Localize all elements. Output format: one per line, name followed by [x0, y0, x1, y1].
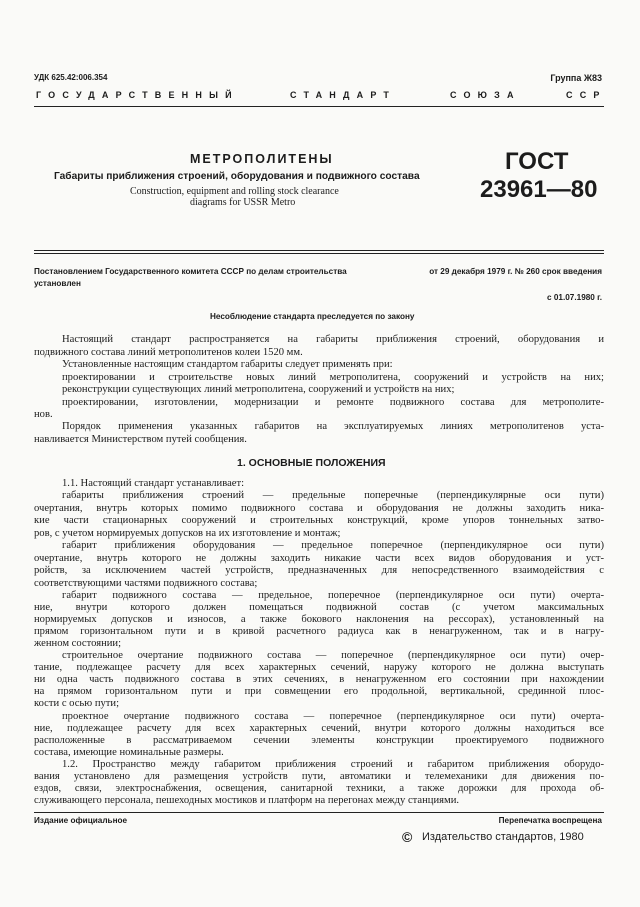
section-line: нормируемых допусков и износов, а также бокового наклонения на рессорах), установленный на [34, 614, 604, 625]
intro-line: нов. [34, 409, 53, 420]
section-line: расположенные в рассматриваемом сечении элементы конструкции проектируемого подвижного [34, 735, 604, 746]
official-edition: Издание официальное [34, 816, 128, 825]
section-line: габарит приближения оборудования — предельное поперечное (перпендикулярное оси пути) [62, 540, 604, 551]
section-line: ние, внутри которого должен помещаться подвижной состав (с учетом максимальных [34, 602, 604, 613]
document-title: МЕТРОПОЛИТЕНЫ [190, 152, 334, 166]
udc-code: УДК 625.42:006.354 [34, 73, 108, 82]
intro-line: проектировании, изготовлении, модернизации и ремонте подвижного состава для метрополите- [62, 397, 604, 408]
gost-label: ГОСТ [505, 148, 569, 175]
section-line: кости с осью пути; [34, 698, 120, 709]
section-line: ние, подлежащее расчету для всех характерных сечений, внутри которого должны находиться все [34, 723, 604, 734]
intro-line: Настоящий стандарт распространяется на габариты приближения строений, оборудования и [62, 334, 604, 345]
section-line: тание, подлежащее расчету для всех характерных сечений, наружу которого не должна выступать [34, 662, 604, 673]
section-line: на прямом горизонтальном пути и при совмещении его продольной, вертикальной, срединной плос- [34, 686, 604, 697]
intro-line: реконструкции существующих линий метрополитена, сооружений и устройств на них; [62, 384, 455, 395]
section-line: очертания, внутрь которых помимо подвижного состава и оборудования не должны заходить ника- [34, 503, 604, 514]
decree-line-right: от 29 декабря 1979 г. № 260 срок введения [429, 267, 602, 276]
intro-line: навливается Министерством путей сообщения. [34, 434, 247, 445]
section-line: ни одна часть подвижного состава в этих сечениях, в ненагруженном его состоянии при нахождении [34, 674, 604, 685]
section-line: вания установлено для размещения устройств пути, автоматики и телемеханики для движения по- [34, 771, 604, 782]
legal-warning: Несоблюдение стандарта преследуется по закону [210, 312, 415, 321]
section-line: строительное очертание подвижного состава — поперечное (перпендикулярное оси пути) очер- [62, 650, 604, 661]
gost-number: 23961—80 [480, 176, 598, 203]
section-line: габариты приближения строений — предельные поперечные (перпендикулярные оси пути) [62, 490, 604, 501]
effective-date: с 01.07.1980 г. [547, 293, 602, 302]
group-code: Группа Ж83 [550, 73, 602, 83]
english-title-2: diagrams for USSR Metro [190, 197, 296, 208]
section-line: женном состоянии; [34, 638, 122, 649]
header-word-2: СТАНДАРТ [290, 90, 397, 100]
intro-line: Установленные настоящим стандартом габариты следует применять при: [62, 359, 393, 370]
section-heading: 1. ОСНОВНЫЕ ПОЛОЖЕНИЯ [237, 457, 386, 469]
section-line: габарит подвижного состава — предельное, поперечное (перпендикулярное оси пути) очерта- [62, 590, 604, 601]
header-word-4: ССР [566, 90, 607, 100]
title-rule [34, 250, 604, 254]
section-line: ездов, связи, электроснабжения, освещения, санитарной техники, а также дорожки для прохода об- [34, 783, 604, 794]
copyright-icon: © [402, 829, 413, 845]
section-line: ров, с учетом нормируемых допусков на их изготовление и монтаж; [34, 528, 341, 539]
document-subtitle: Габариты приближения строений, оборудования и подвижного состава [54, 171, 420, 182]
header-word-1: ГОСУДАРСТВЕННЫЙ [36, 90, 239, 100]
footer-rule [34, 812, 604, 813]
section-line: ройств, за исключением частей устройств, предназначенных для непосредственного взаимодействия с [34, 565, 604, 576]
intro-line: проектировании и строительстве новых линий метрополитена, сооружений и устройств на них; [62, 372, 604, 383]
reprint-notice: Перепечатка воспрещена [498, 816, 602, 825]
section-line: прямом горизонтальном пути и в кривой расчетного радиуса как в ненагруженном, так и в нагру- [34, 626, 604, 637]
section-line: кие части стационарных сооружений и строительных конструкций, кроме упоров тоннельных затво- [34, 515, 604, 526]
decree-line-left: Постановлением Государственного комитета СССР по делам строительства [34, 267, 347, 276]
english-title-1: Construction, equipment and rolling stock clearance [130, 186, 339, 197]
section-line: 1.1. Настоящий стандарт устанавливает: [62, 478, 245, 489]
section-line: проектное очертание подвижного состава — поперечное (перпендикулярное оси пути) очерта- [62, 711, 604, 722]
decree-line-2: установлен [34, 279, 81, 288]
section-line: соответствующими частями подвижного состава; [34, 578, 258, 589]
section-line: очертание, внутрь которого не должны заходить никакие части всех видов оборудования и уст- [34, 553, 604, 564]
publisher: Издательство стандартов, 1980 [422, 831, 584, 843]
section-line: 1.2. Пространство между габаритом приближения строений и габаритом приближения оборудо- [62, 759, 604, 770]
header-word-3: СОЮЗА [450, 90, 521, 100]
section-line: состава, имеющие номинальные размеры. [34, 747, 224, 758]
intro-line: подвижного состава линий метрополитенов колеи 1520 мм. [34, 347, 303, 358]
header-rule [34, 106, 604, 107]
section-line: служивающего персонала, пешеходных мостиков и платформ на перегонах между станциями. [34, 795, 460, 806]
intro-line: Порядок применения указанных габаритов на эксплуатируемых линиях метрополитенов уста- [62, 421, 604, 432]
